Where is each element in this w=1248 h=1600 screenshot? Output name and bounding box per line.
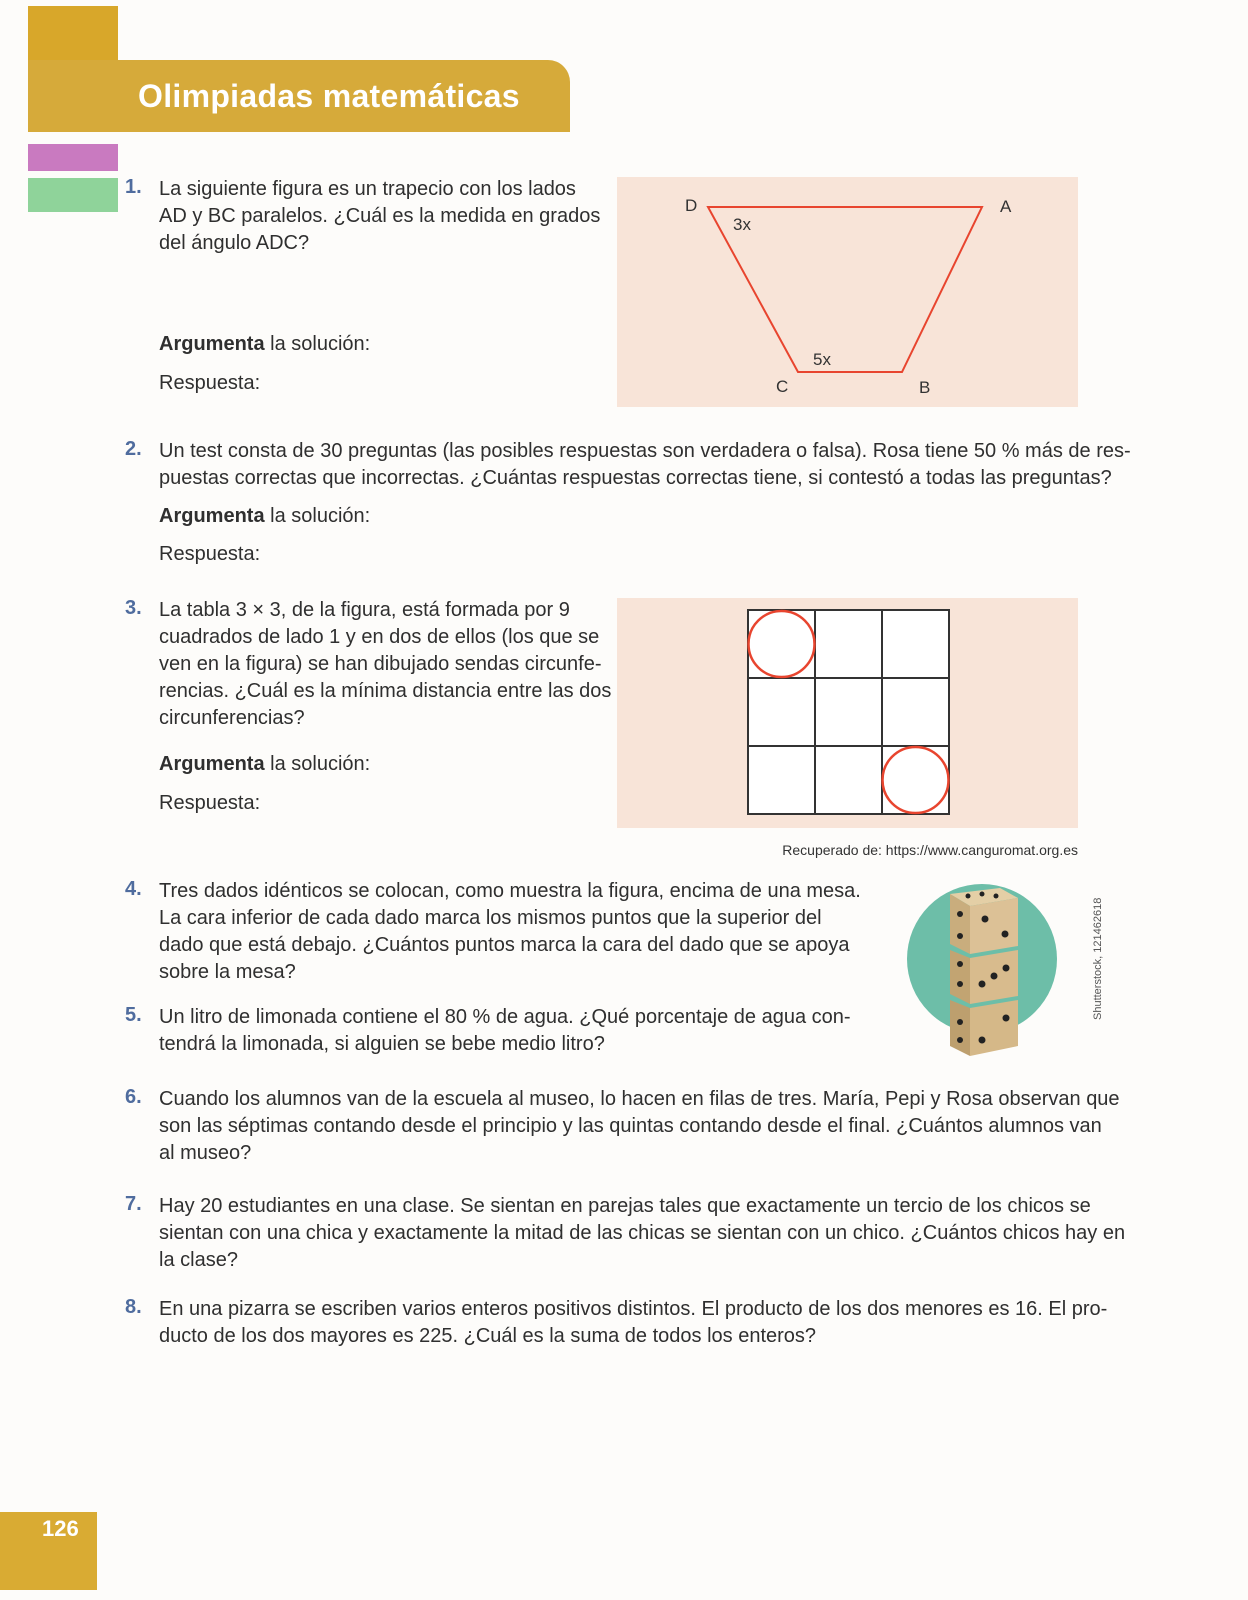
problem-8-text: [159, 1296, 1107, 1350]
problem-8-number: 8.: [125, 1296, 142, 1318]
text-line: cuadrados de lado 1 y en dos de ellos (los que se: [159, 626, 600, 648]
text-line: ducto de los dos mayores es 225. ¿Cuál es la suma de todos los enteros?: [159, 1325, 817, 1347]
label-a: A: [1000, 197, 1012, 216]
source-credit: Recuperado de: https://www.canguromat.org.es: [782, 842, 1078, 858]
respuesta-label-1: Respuesta:: [159, 372, 261, 394]
die-top: [950, 888, 1018, 954]
text-line: rencias. ¿Cuál es la mínima distancia entre las dos: [159, 680, 612, 702]
dice-stack-image: [930, 884, 1050, 1062]
color-tab-green: [28, 178, 118, 212]
problem-1-number: 1.: [125, 176, 142, 198]
text-line: al museo?: [159, 1142, 252, 1164]
text-line: Tres dados idénticos se colocan, como muestra la figura, encima de una mesa.: [159, 880, 861, 902]
problem-5-number: 5.: [125, 1004, 142, 1026]
text-line: Un test consta de 30 preguntas (las posibles respuestas son verdadera o falsa). Rosa tiene 50 % más de res-: [159, 440, 1131, 462]
text-line: Hay 20 estudiantes en una clase. Se sientan en parejas tales que exactamente un tercio de los chicos se: [159, 1195, 1091, 1217]
problem-7-text: [159, 1193, 1125, 1274]
grid-diagram: [617, 598, 1078, 828]
text-line: la clase?: [159, 1249, 238, 1271]
argumenta-label-2: Argumenta la solución:: [159, 505, 371, 527]
trapezoid-figure: [617, 177, 1078, 407]
problem-6-number: 6.: [125, 1086, 142, 1108]
problem-7-number: 7.: [125, 1193, 142, 1215]
problem-5-text: [159, 1004, 851, 1058]
angle-label-5x: 5x: [813, 350, 831, 369]
label-d: D: [685, 196, 698, 215]
problem-3-number: 3.: [125, 597, 142, 619]
problem-4-text: [159, 878, 861, 986]
text-line: La siguiente figura es un trapecio con los lados: [159, 178, 576, 200]
text-line: sobre la mesa?: [159, 961, 296, 983]
grid-outline: [748, 610, 949, 814]
problem-2-text: [159, 438, 1131, 492]
image-credit: Shutterstock, 121462618: [1092, 897, 1104, 1020]
page-number: 126: [42, 1516, 79, 1541]
respuesta-label-2: Respuesta:: [159, 543, 261, 565]
problem-3-text: [159, 597, 611, 732]
color-tab-pink: [28, 144, 118, 171]
grid-figure: [617, 598, 1078, 828]
text-line: puestas correctas que incorrectas. ¿Cuántas respuestas correctas tiene, si contestó a todas las preguntas?: [159, 467, 1112, 489]
problem-4-number: 4.: [125, 878, 142, 900]
page-title: Olimpiadas matemáticas: [138, 78, 520, 114]
text-line: AD y BC paralelos. ¿Cuál es la medida en grados: [159, 205, 601, 227]
trapezoid-diagram: [617, 177, 1078, 407]
argumenta-label-1: Argumenta la solución:: [159, 333, 371, 355]
text-line: tendrá la limonada, si alguien se bebe medio litro?: [159, 1033, 605, 1055]
label-c: C: [776, 377, 789, 396]
text-line: La tabla 3 × 3, de la figura, está formada por 9: [159, 599, 570, 621]
label-b: B: [919, 378, 931, 397]
text-line: son las séptimas contando desde el principio y las quintas contando desde el final. ¿Cuántos alumnos van: [159, 1115, 1102, 1137]
text-line: ven en la figura) se han dibujado sendas circunfe-: [159, 653, 602, 675]
text-line: La cara inferior de cada dado marca los mismos puntos que la superior del: [159, 907, 822, 929]
die-bottom: [950, 1000, 1018, 1056]
text-line: Cuando los alumnos van de la escuela al museo, lo hacen en filas de tres. María, Pepi y Rosa observan que: [159, 1088, 1120, 1110]
problem-6-text: [159, 1086, 1120, 1167]
angle-label-3x: 3x: [733, 215, 751, 234]
text-line: sientan con una chica y exactamente la mitad de las chicas se sientan con un chico. ¿Cuántos chicos hay en: [159, 1222, 1126, 1244]
die-middle: [950, 950, 1018, 1004]
text-line: Un litro de limonada contiene el 80 % de agua. ¿Qué porcentaje de agua con-: [159, 1006, 851, 1028]
text-line: dado que está debajo. ¿Cuántos puntos marca la cara del dado que se apoya: [159, 934, 850, 956]
text-line: del ángulo ADC?: [159, 232, 310, 254]
text-line: circunferencias?: [159, 707, 305, 729]
text-line: En una pizarra se escriben varios enteros positivos distintos. El producto de los dos menores es 16. El pro-: [159, 1298, 1108, 1320]
problem-1-text: [159, 176, 600, 257]
argumenta-label-3: Argumenta la solución:: [159, 753, 371, 775]
respuesta-label-3: Respuesta:: [159, 792, 261, 814]
problem-2-number: 2.: [125, 438, 142, 460]
